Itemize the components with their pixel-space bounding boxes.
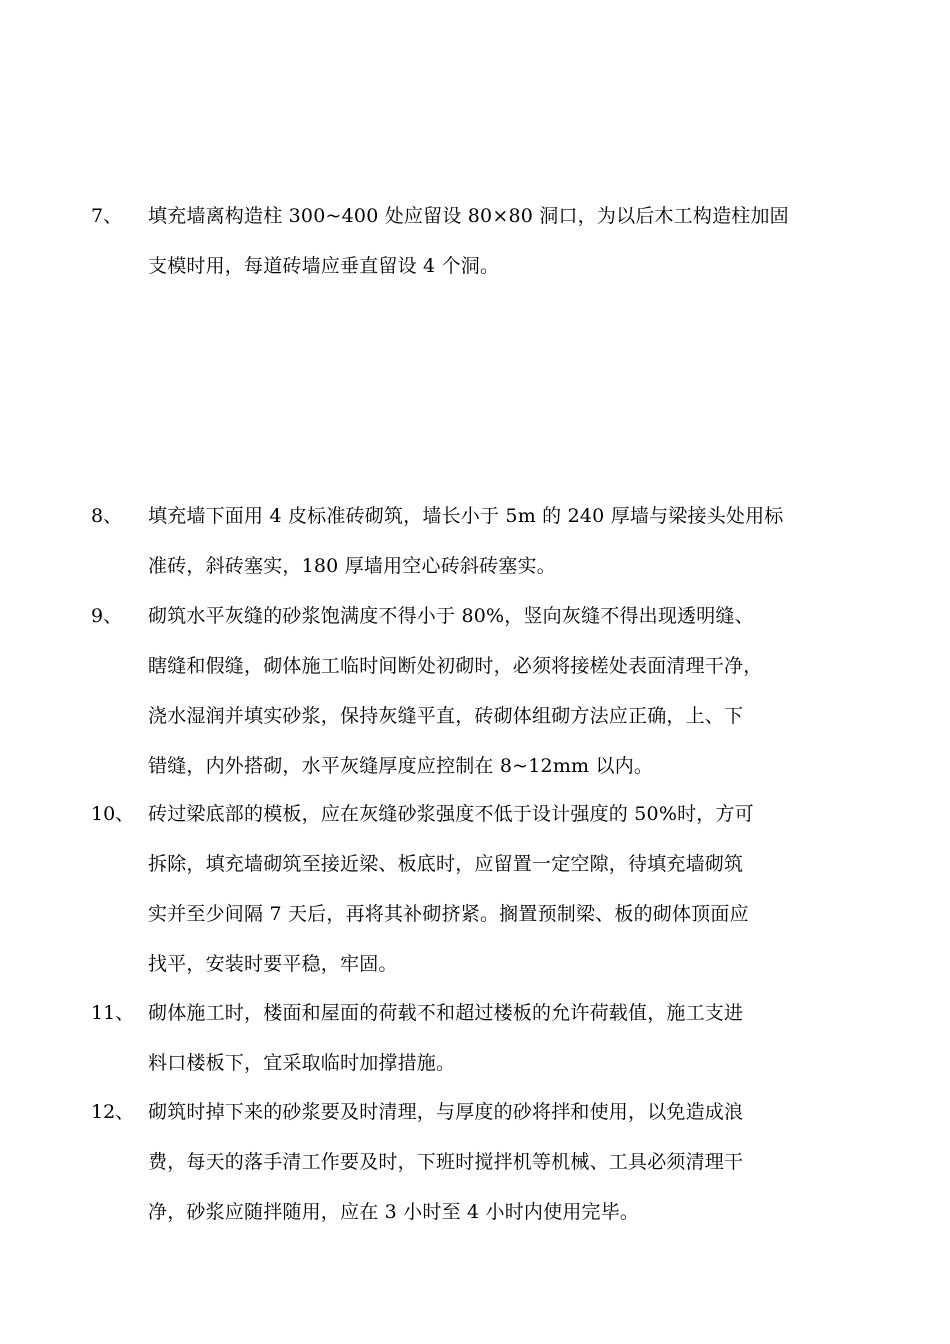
- item-text: [148, 191, 863, 291]
- item-text: [148, 591, 863, 791]
- text-line: 准砖，斜砖塞实，180 厚墙用空心砖斜砖塞实。: [148, 555, 556, 577]
- item-text: [148, 491, 863, 591]
- item-number: 10、: [91, 803, 135, 825]
- item-text: [148, 988, 863, 1088]
- text-line: 找平，安装时要平稳，牢固。: [148, 953, 398, 975]
- text-line: 费，每天的落手清工作要及时，下班时搅拌机等机械、工具必须清理干: [148, 1151, 744, 1173]
- text-line: 净，砂浆应随拌随用，应在 3 小时至 4 小时内使用完毕。: [148, 1201, 640, 1223]
- item-number: 9、: [91, 605, 123, 627]
- text-line: 砖过梁底部的模板，应在灰缝砂浆强度不低于设计强度的 50%时，方可: [148, 803, 754, 825]
- item-text: [148, 789, 863, 989]
- text-line: 料口楼板下，宜采取临时加撑措施。: [148, 1052, 456, 1074]
- item-number: 12、: [91, 1101, 135, 1123]
- text-line: 填充墙下面用 4 皮标准砖砌筑，墙长小于 5m 的 240 厚墙与梁接头处用标: [148, 505, 784, 527]
- text-line: 砌筑时掉下来的砂浆要及时清理，与厚度的砂将拌和使用，以免造成浪: [148, 1101, 744, 1123]
- text-line: 错缝，内外搭砌，水平灰缝厚度应控制在 8~12mm 以内。: [148, 755, 654, 777]
- text-line: 瞎缝和假缝，砌体施工临时间断处初砌时，必须将接槎处表面清理干净，: [148, 655, 763, 677]
- text-line: 填充墙离构造柱 300~400 处应留设 80×80 洞口，为以后木工构造柱加固: [148, 205, 789, 227]
- text-line: 拆除，填充墙砌筑至接近梁、板底时，应留置一定空隙，待填充墙砌筑: [148, 853, 744, 875]
- item-number: 7、: [91, 205, 123, 227]
- text-line: 实并至少间隔 7 天后，再将其补砌挤紧。搁置预制梁、板的砌体顶面应: [148, 903, 749, 925]
- item-text: [148, 1087, 863, 1237]
- item-number: 11、: [91, 1002, 135, 1024]
- text-line: 砌体施工时，楼面和屋面的荷载不和超过楼板的允许荷载值，施工支进: [148, 1002, 744, 1024]
- text-line: 浇水湿润并填实砂浆，保持灰缝平直，砖砌体组砌方法应正确，上、下: [148, 705, 744, 727]
- text-line: 砌筑水平灰缝的砂浆饱满度不得小于 80%，竖向灰缝不得出现透明缝、: [148, 605, 754, 627]
- item-number: 8、: [91, 505, 123, 527]
- text-line: 支模时用，每道砖墙应垂直留设 4 个洞。: [148, 255, 500, 277]
